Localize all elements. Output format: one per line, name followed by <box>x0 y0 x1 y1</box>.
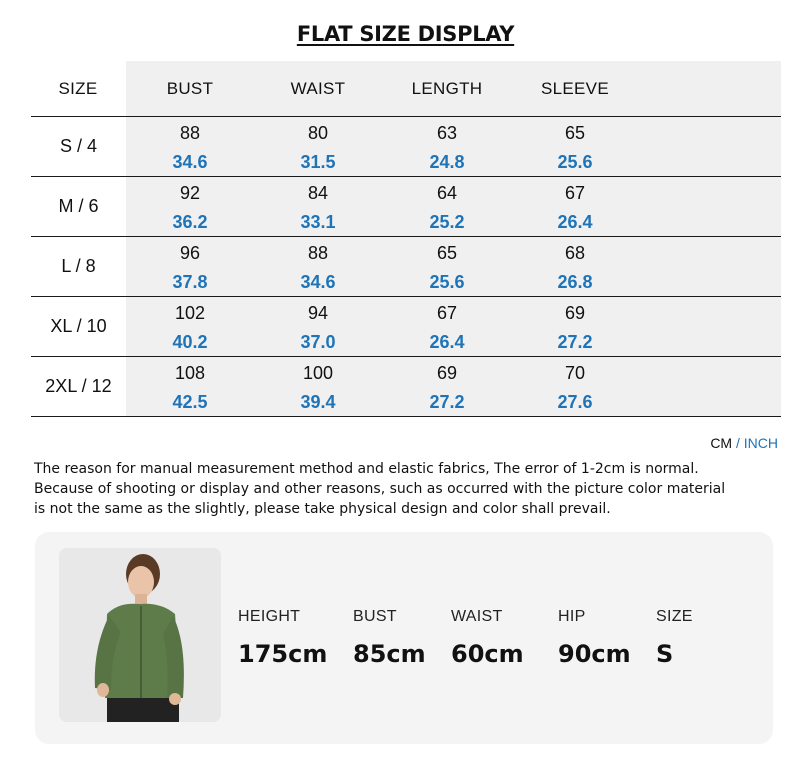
note-line: The reason for manual measurement method and elastic fabrics, The error of 1-2cm is normal. <box>34 461 699 477</box>
stat-label: BUST <box>353 608 397 625</box>
measurement-note <box>34 459 794 519</box>
sleeve-cm: 70 <box>564 363 586 383</box>
stat-value: 85cm <box>353 640 426 668</box>
stat-value: 60cm <box>451 640 524 668</box>
unit-cm: CM <box>710 435 733 451</box>
sleeve-inch: 26.4 <box>557 212 593 232</box>
table-row <box>31 356 781 417</box>
unit-inch: INCH <box>743 435 778 451</box>
header-length: LENGTH <box>411 79 483 98</box>
note-line: is not the same as the slightly, please take physical design and color shall prevail. <box>34 501 611 517</box>
waist-cm: 94 <box>307 303 329 323</box>
sleeve-inch: 26.8 <box>557 272 593 292</box>
size-label: XL / 10 <box>50 316 107 336</box>
bust-cm: 108 <box>174 363 206 383</box>
bust-cm: 92 <box>179 183 201 203</box>
stat-height <box>238 608 327 668</box>
length-inch: 25.2 <box>429 212 465 232</box>
length-cm: 65 <box>436 243 458 263</box>
length-inch: 26.4 <box>429 332 465 352</box>
length-cm: 63 <box>436 123 458 143</box>
unit-separator: / <box>735 435 740 451</box>
stat-size <box>656 608 693 668</box>
table-row <box>31 296 781 356</box>
stat-hip <box>558 608 631 668</box>
sleeve-cm: 67 <box>564 183 586 203</box>
bust-inch: 42.5 <box>172 392 208 412</box>
sleeve-inch: 27.6 <box>557 392 593 412</box>
length-cm: 67 <box>436 303 458 323</box>
size-label: 2XL / 12 <box>45 376 112 396</box>
bust-cm: 102 <box>174 303 206 323</box>
bust-cm: 96 <box>179 243 201 263</box>
waist-cm: 88 <box>307 243 329 263</box>
waist-inch: 33.1 <box>300 212 336 232</box>
bust-inch: 34.6 <box>172 152 208 172</box>
bust-inch: 36.2 <box>172 212 208 232</box>
table-row <box>31 236 781 296</box>
size-table <box>31 61 781 417</box>
bust-cm: 88 <box>179 123 201 143</box>
sleeve-inch: 27.2 <box>557 332 593 352</box>
stat-label: SIZE <box>656 608 693 625</box>
size-label: L / 8 <box>61 256 96 276</box>
waist-inch: 39.4 <box>300 392 336 412</box>
stat-bust <box>353 608 426 668</box>
stat-value: 90cm <box>558 640 631 668</box>
waist-inch: 31.5 <box>300 152 336 172</box>
waist-cm: 84 <box>307 183 329 203</box>
stat-value: 175cm <box>238 640 328 668</box>
header-size: SIZE <box>58 79 98 98</box>
length-inch: 25.6 <box>429 272 465 292</box>
length-cm: 64 <box>436 183 458 203</box>
length-inch: 24.8 <box>429 152 465 172</box>
stat-label: WAIST <box>451 608 503 625</box>
stat-value: S <box>656 640 674 668</box>
sleeve-cm: 69 <box>564 303 586 323</box>
unit-legend <box>710 435 778 451</box>
stat-label: HEIGHT <box>238 608 301 625</box>
stat-waist <box>451 608 524 668</box>
header-sleeve: SLEEVE <box>541 79 609 98</box>
stat-label: HIP <box>558 608 586 625</box>
table-header <box>31 61 781 116</box>
sleeve-inch: 25.6 <box>557 152 593 172</box>
model-info-card <box>35 532 773 744</box>
size-label: S / 4 <box>59 136 98 156</box>
length-inch: 27.2 <box>429 392 465 412</box>
size-label: M / 6 <box>58 196 99 216</box>
waist-inch: 37.0 <box>300 332 336 352</box>
model-photo <box>59 548 221 722</box>
bust-inch: 40.2 <box>172 332 208 352</box>
model-illustration <box>59 548 221 722</box>
header-waist: WAIST <box>290 79 346 98</box>
waist-cm: 100 <box>302 363 334 383</box>
header-bust: BUST <box>166 79 214 98</box>
note-line: Because of shooting or display and other reasons, such as occurred with the picture color material <box>34 481 726 497</box>
sleeve-cm: 68 <box>564 243 586 263</box>
table-row <box>31 176 781 236</box>
waist-inch: 34.6 <box>300 272 336 292</box>
bust-inch: 37.8 <box>172 272 208 292</box>
sleeve-cm: 65 <box>564 123 586 143</box>
page-title: FLAT SIZE DISPLAY <box>296 22 515 46</box>
waist-cm: 80 <box>307 123 329 143</box>
length-cm: 69 <box>436 363 458 383</box>
table-row <box>31 116 781 176</box>
